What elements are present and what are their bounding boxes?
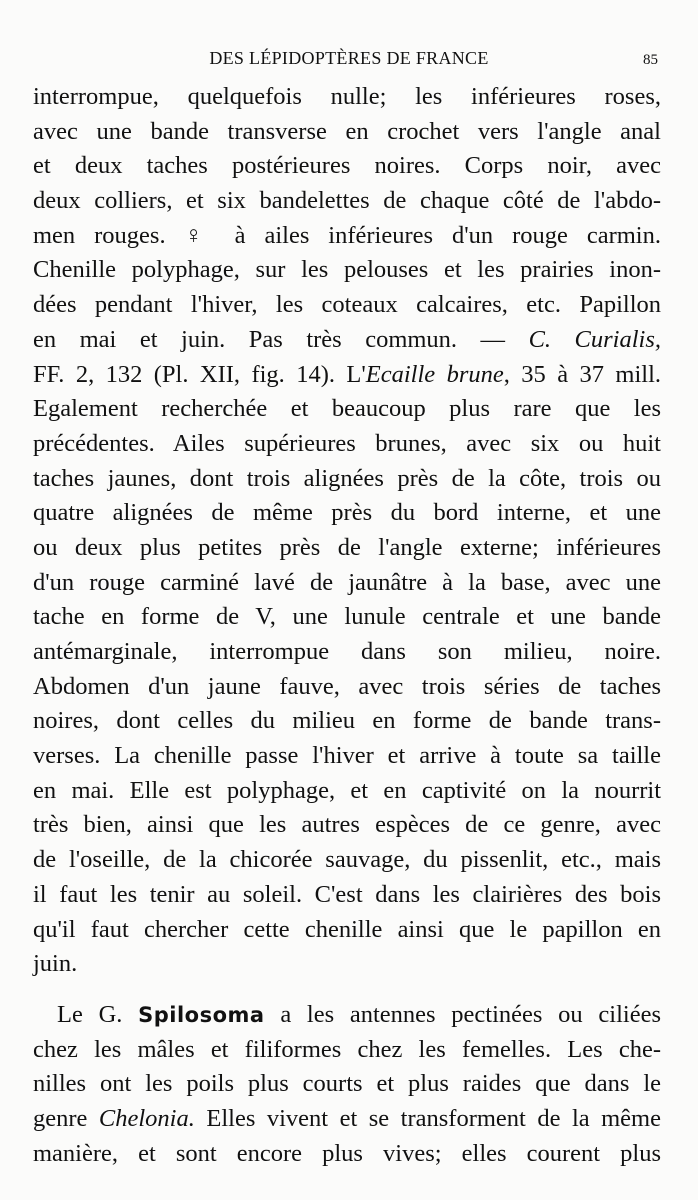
- page-header: [0, 48, 698, 72]
- text-segment: FF. 2, 132 (Pl. XII, fig. 14). L': [33, 360, 366, 388]
- text-line: quatre alignées de même près du bord interne, et une: [33, 499, 661, 527]
- text-segment: genre: [33, 1104, 99, 1132]
- text-segment: , 35 à 37 mill.: [503, 360, 661, 388]
- text-line: Egalement recherchée et beaucoup plus rare que les: [33, 395, 661, 423]
- text-line: d'un rouge carminé lavé de jaunâtre à la base, avec une: [33, 568, 661, 596]
- text-line: [33, 998, 661, 1033]
- text-line: [33, 1102, 661, 1137]
- text-line: manière, et sont encore plus vives; elles courent plus: [33, 1139, 661, 1167]
- text-line: men rouges. ♀ à ailes inférieures d'un rouge carmin.: [33, 221, 661, 249]
- text-line: antémarginale, interrompue dans son milieu, noire.: [33, 638, 661, 665]
- genus-italic: Chelonia.: [98, 1104, 195, 1132]
- text-line: taches jaunes, dont trois alignées près de la côte, trois ou: [33, 464, 661, 492]
- text-line: nilles ont les poils plus courts et plus raides que dans le: [33, 1070, 661, 1098]
- text-line: précédentes. Ailes supérieures brunes, avec six ou huit: [33, 429, 661, 457]
- genus-name: Spilosoma: [138, 1002, 265, 1027]
- text-line: Abdomen d'un jaune fauve, avec trois séries de taches: [33, 672, 661, 700]
- text-line: qu'il faut chercher cette chenille ainsi que le papillon en: [33, 915, 661, 943]
- common-name: Ecaille brune: [365, 360, 504, 388]
- text-line: tache en forme de V, une lunule centrale et une bande: [33, 603, 661, 631]
- text-segment: Le G.: [57, 1000, 139, 1028]
- text-line: en mai. Elle est polyphage, et en captivité on la nourrit: [33, 776, 661, 804]
- text-line: il faut les tenir au soleil. C'est dans les clairières des bois: [33, 880, 661, 908]
- text-line: juin.: [33, 950, 78, 978]
- text-segment: en mai et juin. Pas très commun. —: [33, 325, 529, 353]
- paragraph-gap: [33, 982, 661, 998]
- text-segment: a les antennes pectinées ou ciliées: [264, 1000, 661, 1028]
- text-line: Chenille polyphage, sur les pelouses et les prairies inon-: [33, 256, 661, 284]
- text-line: [33, 323, 661, 358]
- text-line: très bien, ainsi que les autres espèces de ce genre, avec: [33, 811, 661, 839]
- text-line: avec une bande transverse en crochet vers l'angle anal: [33, 117, 661, 145]
- text-line: et deux taches postérieures noires. Corps noir, avec: [33, 152, 661, 180]
- text-line: deux colliers, et six bandelettes de chaque côté de l'abdo-: [33, 187, 661, 215]
- text-line: chez les mâles et filiformes chez les femelles. Les che-: [33, 1035, 661, 1063]
- text-line: de l'oseille, de la chicorée sauvage, du pissenlit, etc., mais: [33, 846, 661, 874]
- text-line: dées pendant l'hiver, les coteaux calcaires, etc. Papillon: [33, 291, 661, 319]
- page-number: 85: [643, 52, 658, 68]
- species-name: C. Curialis,: [528, 325, 661, 353]
- text-segment: Elles vivent et se transforment de la même: [194, 1104, 661, 1132]
- text-line: ou deux plus petites près de l'angle externe; inférieures: [33, 533, 661, 561]
- text-line: interrompue, quelquefois nulle; les inférieures roses,: [33, 83, 661, 110]
- text-line: [33, 358, 661, 393]
- running-title: DES LÉPIDOPTÈRES DE FRANCE: [209, 48, 489, 68]
- body-text: [33, 80, 661, 1171]
- text-line: noires, dont celles du milieu en forme de bande trans-: [33, 707, 661, 735]
- text-line: verses. La chenille passe l'hiver et arrive à toute sa taille: [33, 742, 661, 770]
